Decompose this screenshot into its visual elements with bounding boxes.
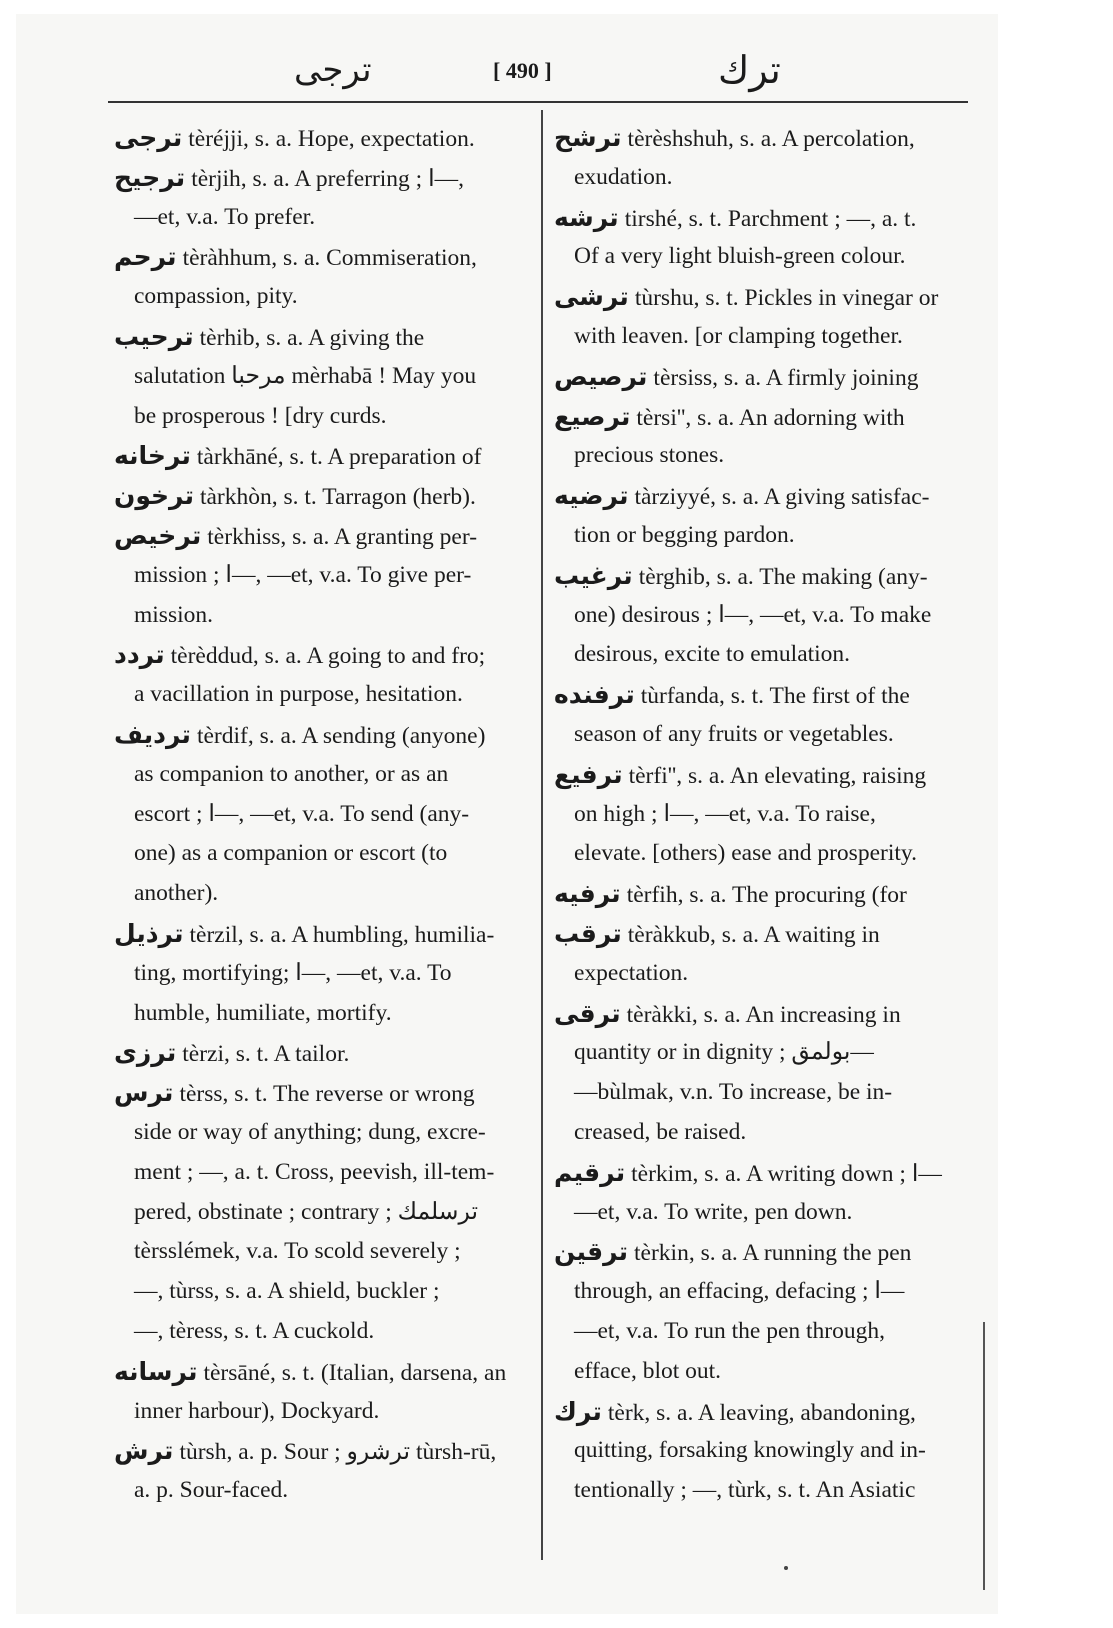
arabic-headword: ترخون bbox=[114, 481, 194, 511]
arabic-headword: ترك bbox=[554, 1396, 602, 1426]
column-divider bbox=[541, 110, 543, 1560]
arabic-headword: ترقب bbox=[554, 918, 622, 948]
entry-text: tèrfi'', s. a. An elevating, raising bbox=[628, 762, 927, 789]
arabic-headword: ترصيص bbox=[554, 361, 648, 391]
arabic-headword: ترصيع bbox=[554, 401, 631, 431]
entry-text: quitting, forsaking knowingly and in- bbox=[574, 1437, 926, 1464]
entry-text: tèrzi, s. t. A tailor. bbox=[182, 1041, 350, 1068]
entry-line bbox=[554, 397, 966, 437]
margin-line bbox=[983, 1322, 985, 1590]
entry-text: another). bbox=[134, 880, 219, 907]
continuation-line bbox=[114, 596, 528, 636]
continuation-line bbox=[114, 198, 528, 238]
continuation-line bbox=[114, 795, 528, 835]
right-column bbox=[554, 118, 966, 1511]
entry-text: tùrsh, a. p. Sour ; ترشرو tùrsh-rū, bbox=[179, 1439, 497, 1466]
entry-text: with leaven. [or clamping together. bbox=[574, 322, 903, 349]
entry-line bbox=[554, 1232, 966, 1272]
entry-line bbox=[554, 118, 966, 158]
continuation-line bbox=[554, 834, 966, 874]
entry-line bbox=[114, 476, 528, 516]
continuation-line bbox=[114, 277, 528, 317]
continuation-line bbox=[554, 436, 966, 476]
entry-text: tèrhib, s. a. A giving the bbox=[199, 324, 425, 351]
entry-line bbox=[554, 1153, 966, 1193]
arabic-headword: ترش bbox=[114, 1436, 174, 1466]
entry-line bbox=[114, 516, 528, 556]
entry-text: tèréjji, s. a. Hope, expectation. bbox=[188, 126, 475, 152]
entry-line bbox=[554, 994, 966, 1034]
entry-text: on high ; ا—, —et, v.a. To raise, bbox=[574, 800, 876, 827]
continuation-line bbox=[554, 596, 966, 636]
entry-text: —bùlmak, v.n. To increase, be in- bbox=[574, 1079, 893, 1106]
page-speck bbox=[784, 1566, 788, 1570]
entry-text: ting, mortifying; ا—, —et, v.a. To bbox=[134, 959, 452, 986]
continuation-line bbox=[554, 1431, 966, 1471]
entry-text: —, tùrss, s. a. A shield, buckler ; bbox=[134, 1278, 440, 1305]
entry-text: side or way of anything; dung, excre- bbox=[134, 1118, 486, 1145]
arabic-headword: ترس bbox=[114, 1078, 174, 1108]
continuation-line bbox=[114, 874, 528, 914]
continuation-line bbox=[114, 755, 528, 795]
entry-text: tàrziyyé, s. a. A giving satisfac- bbox=[634, 484, 930, 511]
continuation-line bbox=[554, 1033, 966, 1073]
continuation-line bbox=[114, 1471, 528, 1511]
entry-text: tàrkhāné, s. t. A preparation of bbox=[196, 444, 482, 471]
entry-text: one) desirous ; ا—, —et, v.a. To make bbox=[574, 601, 932, 628]
entry-line bbox=[114, 317, 528, 357]
entry-text: —, tèress, s. t. A cuckold. bbox=[134, 1317, 375, 1344]
entry-text: tèràhhum, s. a. Commiseration, bbox=[182, 245, 477, 272]
entry-text: desirous, excite to emulation. bbox=[574, 641, 851, 668]
entry-text: tirshé, s. t. Parchment ; —, a. t. bbox=[624, 205, 917, 232]
continuation-line bbox=[114, 357, 528, 397]
entry-text: humble, humiliate, mortify. bbox=[134, 999, 392, 1026]
continuation-line bbox=[554, 954, 966, 994]
entry-text: tèràkkub, s. a. A waiting in bbox=[627, 921, 880, 948]
entry-text: mission. bbox=[134, 601, 214, 628]
continuation-line bbox=[554, 516, 966, 556]
entry-line bbox=[554, 556, 966, 596]
entry-line bbox=[114, 436, 528, 476]
arabic-headword: ترشى bbox=[554, 282, 629, 312]
entry-text: ment ; —, a. t. Cross, peevish, ill-tem- bbox=[134, 1158, 495, 1185]
continuation-line bbox=[114, 834, 528, 874]
continuation-line bbox=[114, 1153, 528, 1193]
continuation-line bbox=[554, 1113, 966, 1153]
entry-text: —et, v.a. To prefer. bbox=[134, 203, 316, 230]
entry-text: tèrghib, s. a. The making (any- bbox=[638, 563, 928, 590]
entry-line bbox=[114, 237, 528, 277]
entry-line bbox=[114, 635, 528, 675]
entry-line bbox=[554, 874, 966, 914]
entry-text: tùrshu, s. t. Pickles in vinegar or bbox=[634, 285, 939, 312]
entry-text: tèrzil, s. a. A humbling, humilia- bbox=[189, 921, 495, 948]
arabic-headword: ترقى bbox=[554, 998, 621, 1028]
header-right-arabic: ترك bbox=[718, 48, 781, 92]
entry-line bbox=[114, 1033, 528, 1073]
entry-text: tion or begging pardon. bbox=[574, 521, 795, 548]
arabic-headword: ترجى bbox=[114, 123, 183, 152]
arabic-headword: ترحم bbox=[114, 242, 177, 272]
arabic-headword: ترقيم bbox=[554, 1157, 626, 1187]
continuation-line bbox=[114, 1392, 528, 1432]
continuation-line bbox=[554, 715, 966, 755]
entry-text: tèrèshshuh, s. a. A percolation, bbox=[627, 126, 915, 152]
entry-text: tèrkin, s. a. A running the pen bbox=[634, 1240, 912, 1267]
arabic-headword: ترزى bbox=[114, 1038, 177, 1068]
entry-text: a vacillation in purpose, hesitation. bbox=[134, 681, 463, 708]
arabic-headword: ترسانه bbox=[114, 1356, 198, 1386]
continuation-line bbox=[554, 635, 966, 675]
entry-line bbox=[554, 198, 966, 238]
arabic-headword: ترغيب bbox=[554, 560, 633, 590]
continuation-line bbox=[114, 1113, 528, 1153]
entry-text: tèrèddud, s. a. A going to and fro; bbox=[170, 643, 486, 670]
entry-text: —et, v.a. To run the pen through, bbox=[574, 1317, 885, 1344]
arabic-headword: ترضيه bbox=[554, 481, 629, 511]
arabic-headword: ترحيب bbox=[114, 321, 194, 351]
continuation-line bbox=[114, 1193, 528, 1233]
entry-text: exudation. bbox=[574, 163, 673, 190]
entry-text: tèrk, s. a. A leaving, abandoning, bbox=[607, 1399, 916, 1426]
entry-line bbox=[554, 277, 966, 317]
arabic-headword: ترديف bbox=[114, 719, 191, 749]
arabic-headword: ترخيص bbox=[114, 520, 202, 550]
entry-line bbox=[114, 1431, 528, 1471]
continuation-line bbox=[114, 994, 528, 1034]
entry-text: quantity or in dignity ; بولمق— bbox=[574, 1039, 874, 1066]
entry-text: inner harbour), Dockyard. bbox=[134, 1397, 380, 1424]
entry-line bbox=[554, 476, 966, 516]
entry-text: tèrsi'', s. a. An adorning with bbox=[636, 404, 905, 431]
entry-text: through, an effacing, defacing ; ا— bbox=[574, 1278, 905, 1305]
entry-text: tàrkhòn, s. t. Tarragon (herb). bbox=[199, 484, 476, 511]
continuation-line bbox=[554, 1193, 966, 1233]
entry-line bbox=[114, 1352, 528, 1392]
left-column bbox=[114, 118, 528, 1511]
entry-text: efface, blot out. bbox=[574, 1357, 722, 1384]
entry-text: mission ; ا—, —et, v.a. To give per- bbox=[134, 561, 472, 588]
header-rule bbox=[108, 101, 968, 103]
entry-line bbox=[114, 715, 528, 755]
continuation-line bbox=[554, 317, 966, 357]
continuation-line bbox=[114, 675, 528, 715]
entry-line bbox=[554, 357, 966, 397]
entry-text: tentionally ; —, tùrk, s. t. An Asiatic bbox=[574, 1477, 916, 1504]
continuation-line bbox=[114, 1272, 528, 1312]
entry-text: season of any fruits or vegetables. bbox=[574, 720, 894, 747]
entry-text: tèrsāné, s. t. (Italian, darsena, an bbox=[203, 1359, 507, 1386]
arabic-headword: ترجيح bbox=[114, 162, 186, 192]
entry-line bbox=[114, 118, 528, 158]
continuation-line bbox=[554, 1471, 966, 1511]
entry-text: escort ; ا—, —et, v.a. To send (any- bbox=[134, 800, 470, 827]
entry-text: tèrdif, s. a. A sending (anyone) bbox=[196, 722, 486, 749]
entry-text: tèrsslémek, v.a. To scold severely ; bbox=[134, 1238, 461, 1265]
entry-text: compassion, pity. bbox=[134, 283, 298, 310]
arabic-headword: ترذيل bbox=[114, 918, 184, 948]
continuation-line bbox=[554, 795, 966, 835]
arabic-headword: ترخانه bbox=[114, 441, 191, 471]
entry-line bbox=[554, 1392, 966, 1432]
continuation-line bbox=[554, 1352, 966, 1392]
continuation-line bbox=[554, 158, 966, 198]
arabic-headword: ترفيع bbox=[554, 759, 623, 789]
continuation-line bbox=[554, 237, 966, 277]
entry-line bbox=[114, 158, 528, 198]
page-number: [ 490 ] bbox=[493, 58, 552, 83]
entry-text: as companion to another, or as an bbox=[134, 760, 449, 787]
entry-line bbox=[554, 675, 966, 715]
entry-text: pered, obstinate ; contrary ; ترسلمك bbox=[134, 1198, 479, 1225]
arabic-headword: ترشه bbox=[554, 202, 619, 232]
entry-text: tèrss, s. t. The reverse or wrong bbox=[179, 1081, 475, 1108]
arabic-headword: ترفيه bbox=[554, 879, 621, 909]
page-header bbox=[108, 48, 968, 98]
continuation-line bbox=[114, 397, 528, 437]
arabic-headword: ترفنده bbox=[554, 680, 635, 710]
continuation-line bbox=[554, 1312, 966, 1352]
continuation-line bbox=[114, 1232, 528, 1272]
arabic-headword: تردد bbox=[114, 640, 165, 670]
entry-text: creased, be raised. bbox=[574, 1118, 747, 1145]
entry-text: salutation مرحبا mèrhabā ! May you bbox=[134, 362, 477, 389]
entry-text: a. p. Sour-faced. bbox=[134, 1477, 289, 1504]
entry-text: tèrfih, s. a. The procuring (for bbox=[626, 882, 907, 909]
entry-text: expectation. bbox=[574, 959, 689, 986]
continuation-line bbox=[554, 1073, 966, 1113]
arabic-headword: ترشح bbox=[554, 123, 622, 152]
continuation-line bbox=[114, 556, 528, 596]
entry-text: tèràkki, s. a. An increasing in bbox=[626, 1001, 901, 1028]
entry-text: elevate. [others) ease and prosperity. bbox=[574, 840, 917, 867]
entry-text: tèrkhiss, s. a. A granting per- bbox=[207, 523, 478, 550]
entry-line bbox=[114, 914, 528, 954]
continuation-line bbox=[114, 954, 528, 994]
arabic-headword: ترقين bbox=[554, 1237, 629, 1267]
entry-text: Of a very light bluish-green colour. bbox=[574, 243, 906, 270]
entry-text: be prosperous ! [dry curds. bbox=[134, 402, 387, 429]
entry-text: tèrjih, s. a. A preferring ; ا—, bbox=[191, 165, 464, 192]
continuation-line bbox=[554, 1272, 966, 1312]
entry-text: tèrsiss, s. a. A firmly joining bbox=[653, 364, 919, 391]
entry-text: —et, v.a. To write, pen down. bbox=[574, 1198, 853, 1225]
entry-text: tùrfanda, s. t. The first of the bbox=[640, 683, 910, 710]
entry-text: one) as a companion or escort (to bbox=[134, 840, 448, 867]
entry-text: precious stones. bbox=[574, 442, 725, 469]
entry-line bbox=[114, 1073, 528, 1113]
entry-line bbox=[554, 755, 966, 795]
entry-text: tèrkim, s. a. A writing down ; ا— bbox=[631, 1160, 942, 1187]
header-left-arabic: ترجى bbox=[294, 50, 372, 90]
continuation-line bbox=[114, 1312, 528, 1352]
entry-line bbox=[554, 914, 966, 954]
